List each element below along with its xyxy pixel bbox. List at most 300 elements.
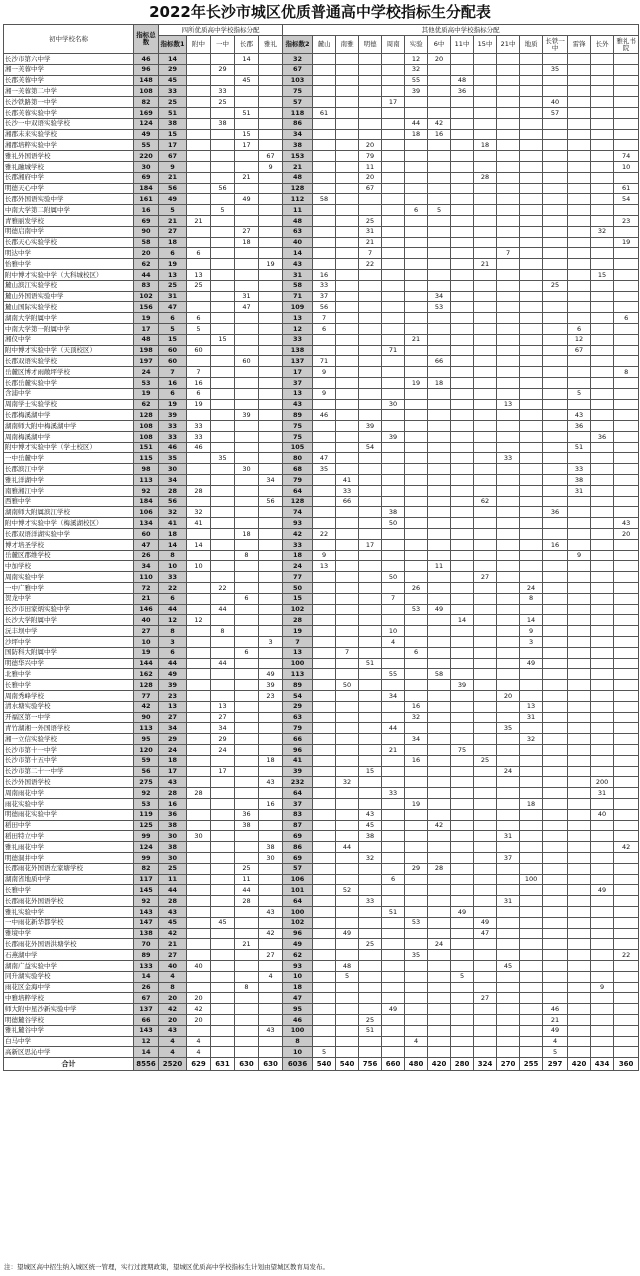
allocation-cell [568, 647, 591, 658]
school-name-cell: 湖南师大附中梅溪湖中学 [4, 421, 134, 432]
index-cell: 110 [134, 572, 159, 583]
allocation-cell [591, 593, 614, 604]
allocation-cell [405, 215, 428, 226]
allocation-cell: 30 [382, 399, 405, 410]
index-cell: 66 [134, 1014, 159, 1025]
allocation-cell: 25 [211, 97, 235, 108]
allocation-cell [405, 669, 428, 680]
allocation-cell [451, 269, 474, 280]
allocation-cell [520, 529, 543, 540]
allocation-cell: 33 [359, 896, 382, 907]
allocation-cell [451, 151, 474, 162]
allocation-cell [428, 475, 451, 486]
allocation-cell [359, 637, 382, 648]
school-name-cell: 麓山国际实验学校 [4, 302, 134, 313]
allocation-cell: 6 [235, 593, 259, 604]
allocation-cell [259, 572, 283, 583]
allocation-cell [568, 1036, 591, 1047]
allocation-cell [614, 1004, 639, 1015]
school-name-cell: 稻田特立中学 [4, 831, 134, 842]
allocation-cell [313, 637, 336, 648]
allocation-cell [259, 960, 283, 971]
allocation-cell [614, 734, 639, 745]
index-cell: 46 [283, 1014, 313, 1025]
allocation-cell [259, 885, 283, 896]
allocation-cell [474, 291, 497, 302]
allocation-cell [187, 928, 211, 939]
index-cell: 38 [283, 140, 313, 151]
total-cell: 540 [313, 1058, 336, 1071]
allocation-cell [259, 712, 283, 723]
allocation-cell [211, 518, 235, 529]
allocation-cell [451, 982, 474, 993]
allocation-cell [382, 831, 405, 842]
allocation-cell [259, 1004, 283, 1015]
index-cell: 82 [134, 863, 159, 874]
allocation-cell [591, 64, 614, 75]
allocation-cell [614, 874, 639, 885]
allocation-cell [591, 615, 614, 626]
allocation-cell [382, 172, 405, 183]
allocation-cell: 67 [568, 345, 591, 356]
allocation-cell: 27 [474, 993, 497, 1004]
index-cell: 58 [283, 280, 313, 291]
allocation-cell [313, 680, 336, 691]
allocation-cell [428, 960, 451, 971]
total-cell: 660 [382, 1058, 405, 1071]
allocation-cell [187, 766, 211, 777]
allocation-cell [235, 161, 259, 172]
allocation-cell [451, 194, 474, 205]
allocation-cell [474, 356, 497, 367]
allocation-cell [568, 269, 591, 280]
allocation-cell [259, 809, 283, 820]
allocation-cell [336, 539, 359, 550]
allocation-cell [591, 906, 614, 917]
allocation-cell [568, 1047, 591, 1058]
allocation-cell [235, 626, 259, 637]
allocation-cell [614, 906, 639, 917]
table-row [4, 982, 639, 993]
index-cell: 34 [159, 475, 187, 486]
allocation-cell [568, 626, 591, 637]
allocation-cell: 28 [187, 788, 211, 799]
allocation-cell [235, 691, 259, 702]
allocation-cell [405, 993, 428, 1004]
allocation-cell [382, 485, 405, 496]
school-name-cell: 稻田中学 [4, 820, 134, 831]
allocation-cell [568, 561, 591, 572]
allocation-cell [451, 583, 474, 594]
allocation-cell [187, 745, 211, 756]
index-cell: 96 [283, 745, 313, 756]
allocation-cell [520, 842, 543, 853]
index-cell: 79 [283, 723, 313, 734]
allocation-cell [497, 140, 520, 151]
total-row [4, 1058, 639, 1071]
allocation-cell [497, 777, 520, 788]
allocation-cell [259, 874, 283, 885]
allocation-cell [336, 593, 359, 604]
allocation-cell [428, 917, 451, 928]
allocation-cell: 32 [591, 226, 614, 237]
index-cell: 96 [283, 928, 313, 939]
index-cell: 17 [159, 766, 187, 777]
allocation-cell [497, 583, 520, 594]
allocation-cell [211, 691, 235, 702]
allocation-cell [497, 820, 520, 831]
table-row [4, 734, 639, 745]
allocation-cell [614, 896, 639, 907]
index-cell: 146 [134, 604, 159, 615]
allocation-cell [428, 680, 451, 691]
allocation-cell [211, 151, 235, 162]
allocation-cell [520, 993, 543, 1004]
allocation-cell [187, 86, 211, 97]
school-name-cell: 长沙市第十一中学 [4, 745, 134, 756]
allocation-cell [235, 539, 259, 550]
table-row [4, 410, 639, 421]
allocation-cell [520, 647, 543, 658]
allocation-cell [259, 982, 283, 993]
allocation-cell: 41 [336, 475, 359, 486]
allocation-cell [451, 831, 474, 842]
total-cell: 630 [235, 1058, 259, 1071]
allocation-cell [313, 161, 336, 172]
allocation-cell [382, 1047, 405, 1058]
index-cell: 28 [283, 615, 313, 626]
allocation-cell [497, 97, 520, 108]
index-cell: 34 [134, 561, 159, 572]
allocation-cell: 66 [428, 356, 451, 367]
allocation-cell [614, 766, 639, 777]
allocation-cell [405, 1004, 428, 1015]
allocation-cell [451, 1036, 474, 1047]
allocation-cell: 33 [211, 86, 235, 97]
allocation-cell: 28 [187, 485, 211, 496]
allocation-cell [520, 885, 543, 896]
table-header [4, 25, 639, 54]
allocation-cell: 39 [235, 410, 259, 421]
allocation-cell [497, 982, 520, 993]
allocation-cell [405, 971, 428, 982]
index-cell: 21 [159, 172, 187, 183]
allocation-cell [187, 647, 211, 658]
allocation-cell [451, 939, 474, 950]
index-cell: 43 [283, 399, 313, 410]
allocation-cell [451, 248, 474, 259]
allocation-cell [336, 356, 359, 367]
allocation-cell [359, 755, 382, 766]
allocation-cell [614, 464, 639, 475]
allocation-cell [259, 75, 283, 86]
index-cell: 40 [134, 615, 159, 626]
allocation-cell [520, 777, 543, 788]
table-row [4, 950, 639, 961]
school-name-cell: 长郡湘府中学 [4, 172, 134, 183]
allocation-cell [614, 399, 639, 410]
allocation-cell [568, 572, 591, 583]
allocation-cell: 38 [382, 507, 405, 518]
allocation-cell: 36 [451, 86, 474, 97]
allocation-cell [451, 172, 474, 183]
allocation-cell [428, 691, 451, 702]
allocation-cell [382, 140, 405, 151]
allocation-cell [187, 550, 211, 561]
allocation-cell [235, 831, 259, 842]
allocation-cell [543, 377, 568, 388]
allocation-cell: 39 [359, 421, 382, 432]
allocation-cell [568, 151, 591, 162]
allocation-cell [359, 356, 382, 367]
allocation-cell [187, 172, 211, 183]
allocation-cell [520, 971, 543, 982]
allocation-cell [187, 820, 211, 831]
allocation-cell [451, 647, 474, 658]
allocation-cell [428, 75, 451, 86]
allocation-cell [313, 421, 336, 432]
allocation-cell [591, 302, 614, 313]
table-row [4, 712, 639, 723]
allocation-cell [336, 939, 359, 950]
allocation-cell [187, 971, 211, 982]
allocation-cell [428, 852, 451, 863]
allocation-cell [568, 356, 591, 367]
allocation-cell [543, 583, 568, 594]
allocation-cell [474, 194, 497, 205]
allocation-cell [382, 701, 405, 712]
allocation-cell: 33 [187, 431, 211, 442]
allocation-cell [211, 680, 235, 691]
allocation-cell [497, 1004, 520, 1015]
table-row [4, 367, 639, 378]
table-row [4, 485, 639, 496]
allocation-cell: 6 [614, 313, 639, 324]
allocation-cell [211, 194, 235, 205]
allocation-cell [591, 313, 614, 324]
allocation-cell [497, 302, 520, 313]
allocation-cell [451, 539, 474, 550]
allocation-cell [568, 539, 591, 550]
allocation-cell [568, 691, 591, 702]
allocation-cell [382, 539, 405, 550]
allocation-cell [591, 496, 614, 507]
allocation-cell [187, 950, 211, 961]
allocation-cell [405, 313, 428, 324]
index-cell: 45 [159, 917, 187, 928]
allocation-cell: 39 [405, 86, 428, 97]
index-cell: 44 [159, 604, 187, 615]
index-cell: 134 [134, 518, 159, 529]
allocation-cell [543, 410, 568, 421]
allocation-table-container [3, 24, 637, 1071]
allocation-cell [259, 410, 283, 421]
allocation-cell [313, 345, 336, 356]
allocation-cell: 15 [235, 129, 259, 140]
allocation-cell [336, 334, 359, 345]
allocation-cell [211, 896, 235, 907]
table-row [4, 323, 639, 334]
allocation-cell [591, 118, 614, 129]
allocation-cell [568, 507, 591, 518]
allocation-cell [614, 248, 639, 259]
allocation-cell [591, 518, 614, 529]
allocation-cell [405, 831, 428, 842]
allocation-cell [568, 259, 591, 270]
allocation-cell [382, 971, 405, 982]
allocation-cell: 18 [428, 377, 451, 388]
allocation-cell: 17 [235, 140, 259, 151]
allocation-cell [520, 64, 543, 75]
allocation-cell: 37 [497, 852, 520, 863]
allocation-cell [568, 367, 591, 378]
school-name-cell: 怡雅中学 [4, 259, 134, 270]
index-cell: 143 [134, 1025, 159, 1036]
allocation-cell [428, 345, 451, 356]
allocation-cell [336, 237, 359, 248]
allocation-cell [187, 572, 211, 583]
allocation-cell [614, 140, 639, 151]
allocation-cell [520, 507, 543, 518]
school-name-cell: 长郡滨江中学 [4, 464, 134, 475]
allocation-cell [591, 129, 614, 140]
allocation-cell: 6 [568, 323, 591, 334]
allocation-cell [497, 367, 520, 378]
table-row [4, 507, 639, 518]
allocation-cell [474, 75, 497, 86]
allocation-cell [474, 669, 497, 680]
allocation-cell [520, 539, 543, 550]
table-row [4, 766, 639, 777]
allocation-cell [591, 356, 614, 367]
allocation-cell [568, 712, 591, 723]
allocation-cell [428, 626, 451, 637]
school-name-cell: 长郡雨花外国语洪塘学校 [4, 939, 134, 950]
allocation-cell [428, 1047, 451, 1058]
allocation-cell: 48 [336, 960, 359, 971]
table-row [4, 496, 639, 507]
index-cell: 6 [159, 593, 187, 604]
allocation-cell [211, 1014, 235, 1025]
index-cell: 18 [159, 529, 187, 540]
allocation-cell [614, 75, 639, 86]
allocation-cell [382, 885, 405, 896]
allocation-cell [591, 453, 614, 464]
allocation-cell [520, 917, 543, 928]
allocation-cell: 40 [543, 97, 568, 108]
school-name-cell: 湘一芙蓉中学 [4, 64, 134, 75]
allocation-cell: 15 [359, 766, 382, 777]
index-cell: 5 [159, 205, 187, 216]
allocation-cell [591, 507, 614, 518]
allocation-cell: 38 [235, 820, 259, 831]
school-name-cell: 雅礼麓谷中学 [4, 1025, 134, 1036]
allocation-cell [520, 863, 543, 874]
index-cell: 21 [134, 593, 159, 604]
allocation-cell: 29 [211, 734, 235, 745]
allocation-cell: 66 [336, 496, 359, 507]
index-cell: 46 [134, 54, 159, 65]
allocation-cell [235, 151, 259, 162]
allocation-cell [211, 475, 235, 486]
index-cell: 184 [134, 183, 159, 194]
allocation-cell [259, 604, 283, 615]
allocation-cell [313, 604, 336, 615]
table-row [4, 248, 639, 259]
allocation-cell: 46 [187, 442, 211, 453]
index-cell: 49 [159, 669, 187, 680]
allocation-cell [405, 777, 428, 788]
index-cell: 33 [159, 431, 187, 442]
allocation-cell [235, 453, 259, 464]
allocation-cell [313, 993, 336, 1004]
index-cell: 41 [159, 518, 187, 529]
allocation-cell [474, 874, 497, 885]
allocation-cell [235, 367, 259, 378]
allocation-cell: 34 [382, 691, 405, 702]
allocation-cell [568, 777, 591, 788]
allocation-cell [497, 863, 520, 874]
allocation-cell [474, 766, 497, 777]
allocation-cell [405, 367, 428, 378]
allocation-cell [313, 539, 336, 550]
allocation-cell [211, 1036, 235, 1047]
index-cell: 19 [134, 647, 159, 658]
allocation-cell [359, 788, 382, 799]
table-row [4, 917, 639, 928]
allocation-cell [543, 140, 568, 151]
school-name-cell: 西雅中学 [4, 496, 134, 507]
allocation-cell: 18 [235, 529, 259, 540]
index-cell: 87 [283, 820, 313, 831]
allocation-cell [405, 928, 428, 939]
allocation-cell [474, 820, 497, 831]
index-cell: 17 [134, 323, 159, 334]
allocation-cell [497, 647, 520, 658]
total-cell: 270 [497, 1058, 520, 1071]
allocation-cell: 4 [405, 1036, 428, 1047]
allocation-cell [591, 1025, 614, 1036]
allocation-cell [497, 172, 520, 183]
allocation-cell [382, 118, 405, 129]
allocation-cell [211, 161, 235, 172]
allocation-cell: 45 [497, 960, 520, 971]
allocation-cell [474, 831, 497, 842]
allocation-cell: 49 [543, 1025, 568, 1036]
allocation-cell [543, 118, 568, 129]
allocation-cell [187, 129, 211, 140]
allocation-cell [568, 86, 591, 97]
allocation-cell [428, 485, 451, 496]
index-cell: 39 [283, 766, 313, 777]
table-row [4, 1004, 639, 1015]
allocation-cell: 58 [313, 194, 336, 205]
allocation-cell: 23 [614, 215, 639, 226]
allocation-cell [497, 475, 520, 486]
allocation-cell [614, 593, 639, 604]
allocation-cell: 9 [568, 550, 591, 561]
total-cell: 480 [405, 1058, 428, 1071]
allocation-cell [259, 518, 283, 529]
allocation-cell [336, 658, 359, 669]
table-row [4, 1036, 639, 1047]
allocation-cell [187, 410, 211, 421]
allocation-cell [568, 291, 591, 302]
allocation-cell [614, 54, 639, 65]
school-name-cell: 南雅湘江中学 [4, 485, 134, 496]
allocation-cell [211, 820, 235, 831]
allocation-cell: 71 [313, 356, 336, 367]
